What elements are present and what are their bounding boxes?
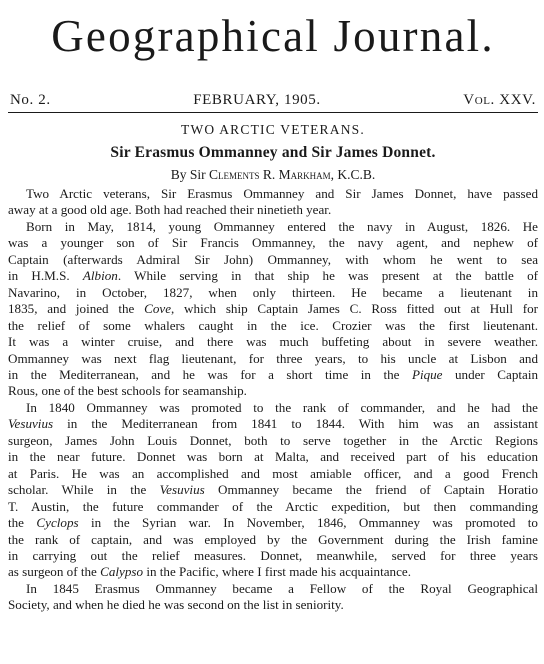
article-title: Sir Erasmus Ommanney and Sir James Donnet. [110, 144, 436, 161]
body-line [8, 416, 538, 432]
body-text-run: surgeon, James John Louis Donnet, both to serve together in the Arctic Regions [8, 432, 538, 448]
body-text-run: Born in May, 1814, young Ommanney entered the navy in August, 1826. He [26, 218, 538, 234]
body-text-run: in the Syrian war. In November, 1846, Ommanney was promoted to [78, 515, 538, 531]
body-line [8, 186, 538, 202]
body-text-run: the relief of some whalers caught in the ice. Crozier was the first lieutenant. [8, 317, 538, 333]
body-text-run: In 1845 Erasmus Ommanney became a Fellow of the Royal Geographical [26, 580, 538, 596]
article-kicker: TWO ARCTIC VETERANS. [181, 122, 365, 137]
body-line [8, 449, 538, 465]
body-line [8, 285, 538, 301]
body-line [8, 202, 538, 218]
body-line [8, 252, 538, 268]
body-line [8, 400, 538, 416]
issue-number: No. 2. [10, 92, 51, 108]
body-line [8, 219, 538, 235]
body-line [8, 318, 538, 334]
volume-number: XXV. [499, 92, 536, 108]
ship-name: Calypso [100, 564, 144, 580]
ship-name: Vesuvius [8, 416, 54, 432]
body-text-run: the [8, 515, 37, 531]
issue-date: FEBRUARY, 1905. [193, 92, 321, 108]
issue-line [8, 92, 538, 109]
body-line [8, 383, 538, 399]
ship-name: Albion [82, 268, 118, 284]
body-line [8, 301, 538, 317]
body-text-run: as surgeon of the [8, 564, 101, 580]
article-byline [8, 167, 538, 183]
body-text-run: was a younger son of Sir Francis Ommanney, the navy agent, and nephew of [8, 235, 538, 251]
body-line [8, 581, 538, 597]
body-text-run: Ommanney was next flag lieutenant, for three years, to his uncle at Lisbon and [8, 350, 538, 366]
body-text-run: . While serving in that ship he was present at the battle of [117, 268, 538, 284]
body-line [8, 367, 538, 383]
ship-name: Pique [411, 366, 443, 382]
body-text-run: in the Mediterranean from 1841 to 1844. With him was an assistant [53, 416, 538, 432]
body-line [8, 466, 538, 482]
body-line [8, 334, 538, 350]
body-text-run: the rank of captain, and was employed by the Government during the Irish famine [8, 531, 538, 547]
body-text-run: Navarino, in October, 1827, when only thirteen. He became a lieutenant in [8, 284, 538, 300]
body-text-run: in the Mediterranean, and he was for a short time in the [8, 366, 412, 382]
body-line [8, 597, 538, 613]
article-body [8, 186, 538, 614]
body-text-run: 1835, and joined the [8, 301, 145, 317]
body-text-run: In 1840 Ommanney was promoted to the rank of commander, and he had the [26, 399, 538, 415]
body-line [8, 548, 538, 564]
header-rule [8, 112, 538, 113]
ship-name: Cove [144, 301, 172, 317]
issue-volume [463, 92, 536, 109]
body-text-run: away at a good old age. Both had reached their ninetieth year. [8, 202, 332, 218]
body-text-run: Ommanney became the friend of Captain Horatio [204, 482, 538, 498]
body-text-run: at Paris. He was an accomplished and most amiable officer, and a good French [8, 465, 538, 481]
body-text-run: Society, and when he died he was second on the list in seniority. [8, 597, 344, 613]
byline-prefix: By Sir [170, 167, 206, 182]
body-text-run: in the Pacific, where I first made his acquaintance. [143, 564, 411, 580]
body-text-run: Two Arctic veterans, Sir Erasmus Ommanney and Sir James Donnet, have passed [26, 186, 538, 201]
body-text-run: under Captain [442, 366, 538, 382]
body-text-run: in carrying out the relief measures. Donnet, meanwhile, served for three years [8, 547, 538, 563]
body-line [8, 351, 538, 367]
body-text-run: Rous, one of the best schools for seamanship. [8, 383, 247, 399]
body-text-run: , which ship Captain James C. Ross fitted out at Hull for [171, 301, 538, 317]
ship-name: Cyclops [36, 515, 79, 531]
body-text-run: in the near future. Donnet was born at Malta, and received part of his education [8, 449, 538, 465]
body-text-run: T. Austin, the future commander of the Arctic expedition, but then commanding [8, 498, 538, 514]
body-line [8, 482, 538, 498]
body-text-run: Captain (afterwards Admiral Sir John) Ommanney, with whom he went to sea [8, 251, 538, 267]
body-text-run: scholar. While in the [8, 482, 160, 498]
body-line [8, 515, 538, 531]
ship-name: Vesuvius [159, 482, 205, 498]
body-line [8, 433, 538, 449]
byline-author: Clements R. Markham, K.C.B. [208, 167, 376, 182]
body-line [8, 268, 538, 284]
body-line [8, 235, 538, 251]
body-line [8, 564, 538, 580]
volume-prefix: Vol. [463, 92, 495, 108]
body-text-run: It was a winter cruise, and there was much buffeting about in severe weather. [8, 334, 538, 350]
journal-masthead: Geographical Journal. [51, 11, 495, 61]
body-text-run: in H.M.S. [8, 268, 83, 284]
body-line [8, 532, 538, 548]
body-line [8, 499, 538, 515]
